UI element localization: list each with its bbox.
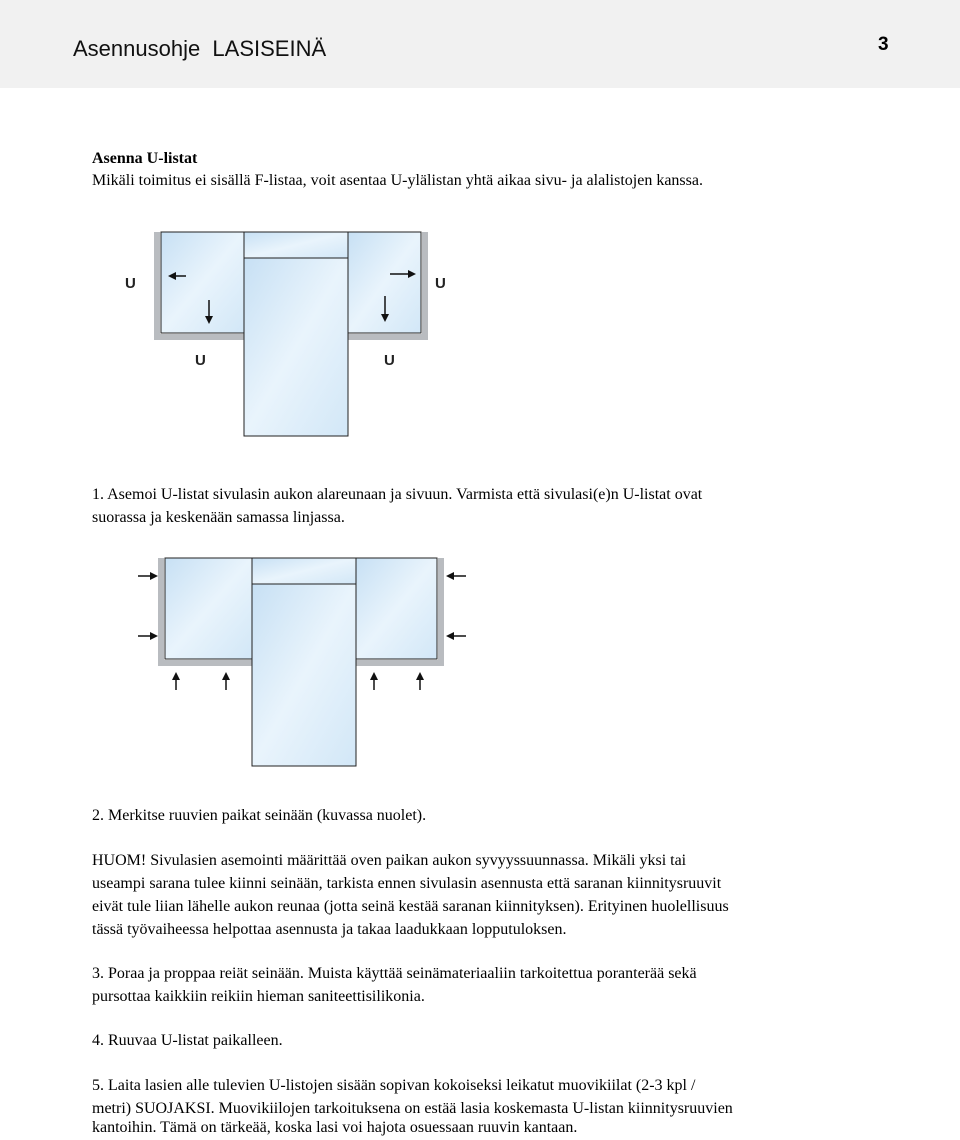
u-label: U — [195, 352, 206, 369]
step5-line1: 5. Laita lasien alle tulevien U-listojen sisään sopivan kokoiseksi leikatut muovikiilat (2-3 kpl / — [92, 1077, 696, 1094]
step1-line2: suorassa ja keskenään samassa linjassa. — [92, 509, 345, 526]
door-leaf-glass — [252, 584, 356, 766]
step2-text: 2. Merkitse ruuvien paikat seinään (kuvassa nuolet). — [92, 807, 427, 824]
arrow-left-icon — [446, 572, 466, 580]
figure-u-channel-placement — [92, 212, 472, 462]
step3-line1: 3. Poraa ja proppaa reiät seinään. Muista käyttää seinämateriaaliin tarkoitettua poranterää sekä — [92, 965, 697, 982]
figure-screw-marking — [92, 536, 492, 786]
step3-line2: pursottaa kaikkiin reikiin hieman saniteettisilikonia. — [92, 988, 425, 1005]
step4-text: 4. Ruuvaa U-listat paikalleen. — [92, 1032, 283, 1049]
figure1-svg — [92, 212, 472, 462]
top-transom-glass — [244, 232, 348, 258]
note-line3: eivät tule liian lähelle aukon reunaa (jotta seinä kestää saranan kiinnityksen). Erityinen huolellisuus — [92, 898, 729, 915]
arrow-right-icon — [138, 632, 158, 640]
page-number: 3 — [878, 34, 889, 55]
page-header — [0, 0, 960, 88]
arrow-up-icon — [172, 672, 180, 690]
figure2-svg — [92, 536, 492, 786]
arrow-up-icon — [222, 672, 230, 690]
step5-line3: kantoihin. Tämä on tärkeää, koska lasi voi hajota osuessaan ruuvin kantaan. — [92, 1119, 578, 1136]
u-label: U — [384, 352, 395, 369]
u-label: U — [435, 275, 446, 292]
note-line4: tässä työvaiheessa helpottaa asennusta ja takaa laadukkaan lopputuloksen. — [92, 921, 567, 938]
section-intro: Mikäli toimitus ei sisällä F-listaa, voit asentaa U-ylälistan yhtä aikaa sivu- ja alalistojen kanssa. — [92, 172, 703, 189]
arrow-up-icon — [416, 672, 424, 690]
door-leaf-glass — [244, 258, 348, 436]
arrow-left-icon — [446, 632, 466, 640]
step5-line2: metri) SUOJAKSI. Muovikiilojen tarkoituksena on estää lasia koskemasta U-listan kiinnitysruuvien — [92, 1100, 733, 1117]
note-line2: useampi sarana tulee kiinni seinään, tarkista ennen sivulasin asennusta että saranan kiinnitysruuvit — [92, 875, 722, 892]
arrow-right-icon — [138, 572, 158, 580]
step1-line1: 1. Asemoi U-listat sivulasin aukon alareunaan ja sivuun. Varmista että sivulasi(e)n U-listat ovat — [92, 486, 703, 503]
note-line1: HUOM! Sivulasien asemointi määrittää oven paikan aukon syvyyssuunnassa. Mikäli yksi tai — [92, 852, 687, 869]
top-transom-glass — [252, 558, 356, 584]
right-side-glass — [356, 558, 437, 659]
u-label: U — [125, 275, 136, 292]
left-side-glass — [161, 232, 244, 333]
arrow-up-icon — [370, 672, 378, 690]
section-heading: Asenna U-listat — [92, 150, 198, 167]
left-side-glass — [165, 558, 252, 659]
document-title: Asennusohje LASISEINÄ — [73, 36, 327, 61]
